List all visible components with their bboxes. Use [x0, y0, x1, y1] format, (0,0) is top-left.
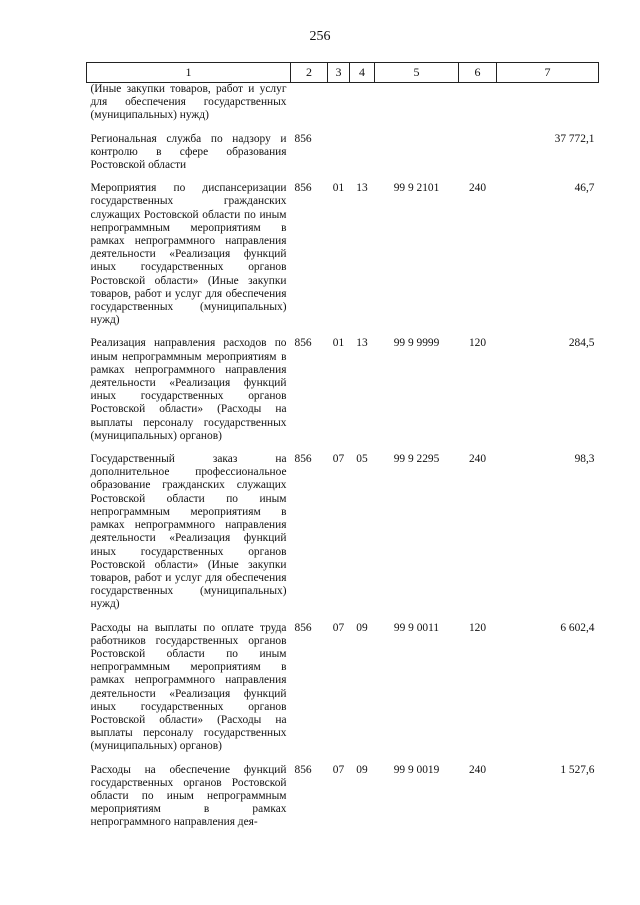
row-target-code: 99 9 9999: [393, 337, 440, 350]
row-expense-type: 120: [468, 621, 487, 634]
row-amount: 37 772,1: [554, 132, 595, 145]
row-amount: 98,3: [574, 453, 595, 466]
row-ministry-code: 856: [294, 182, 312, 195]
row-description: Региональная служба по надзору и контролю в сфере образования Ростовской области: [90, 132, 287, 172]
row-ministry-code: 856: [294, 132, 312, 145]
row-expense-type: 240: [468, 182, 487, 195]
row-subsection-code: 05: [356, 453, 368, 466]
row-target-code: 99 9 0019: [393, 763, 440, 776]
header-col-3: 3: [328, 63, 350, 83]
table-row: [87, 337, 599, 443]
row-section-code: 01: [332, 182, 345, 195]
table-row: [87, 764, 599, 830]
row-expense-type: 240: [468, 763, 487, 776]
header-col-1: 1: [87, 63, 291, 83]
row-ministry-code: [291, 83, 328, 123]
row-target-code: 99 9 2295: [393, 453, 440, 466]
row-target-code: 99 9 0011: [393, 621, 440, 634]
row-expense-type: 240: [468, 453, 487, 466]
row-amount: 6 602,4: [560, 621, 595, 634]
row-amount: [497, 83, 599, 123]
table-row: [87, 453, 599, 611]
row-target-code: [375, 133, 459, 173]
row-amount: 284,5: [568, 337, 595, 350]
row-section-code: [328, 133, 350, 173]
row-subsection-code: 13: [356, 337, 368, 350]
row-section-code: 07: [332, 763, 345, 776]
header-col-2: 2: [291, 63, 328, 83]
row-section-code: 07: [332, 621, 345, 634]
budget-table: [86, 62, 599, 830]
row-target-code: 99 9 2101: [393, 182, 440, 195]
row-description: Расходы на обеспечение функций государственных органов Ростовской области по иным непрограммным мероприятиям в рамках непрограммного направления дея-: [90, 763, 287, 829]
page-number: 256: [309, 29, 331, 44]
row-subsection-code: 13: [356, 182, 368, 195]
row-ministry-code: 856: [294, 453, 312, 466]
row-subsection-code: [350, 133, 375, 173]
row-expense-type: 120: [468, 337, 487, 350]
table-row: [87, 83, 599, 123]
row-amount: 46,7: [574, 182, 595, 195]
header-col-7: 7: [497, 63, 599, 83]
row-subsection-code: [350, 83, 375, 123]
header-col-5: 5: [375, 63, 459, 83]
row-description: Государственный заказ на дополнительное профессиональное образование гражданских служащих Ростовской области по иным непрограммным мероприятиям в рамках непрограммного направления деятельности «Реализация функций иных государственных органов Ростовской области» (Иные закупки товаров, работ и услуг для обеспечения государственных (муниципальных) нужд): [90, 453, 287, 611]
row-ministry-code: 856: [294, 763, 312, 776]
row-subsection-code: 09: [356, 763, 368, 776]
header-row: [87, 63, 599, 83]
table-row: [87, 622, 599, 754]
row-section-code: 07: [332, 453, 345, 466]
row-description: Мероприятия по диспансеризации государственных гражданских служащих Ростовской области по иным непрограммным мероприятиям в рамках непрограммного направления деятельности «Реализация функций иных государственных органов Ростовской области» (Иные закупки товаров, работ и услуг для обеспечения государственных (муниципальных) нужд): [90, 182, 287, 327]
row-amount: 1 527,6: [560, 763, 595, 776]
row-section-code: 01: [332, 337, 345, 350]
header-col-4: 4: [350, 63, 375, 83]
row-description: Реализация направления расходов по иным непрограммным мероприятиям в рамках непрограммного направления деятельности «Реализация функций иных государственных органов Ростовской области» (Расходы на выплаты персоналу государственных (муниципальных) органов): [90, 337, 287, 442]
row-section-code: [328, 83, 350, 123]
row-expense-type: [459, 133, 497, 173]
row-ministry-code: 856: [294, 621, 312, 634]
row-description: Расходы на выплаты по оплате труда работников государственных органов Ростовской области по иным непрограммным мероприятиям в рамках непрограммного направления деятельности «Реализация функций иных государственных органов Ростовской области» (Расходы на выплаты персоналу государственных (муниципальных) органов): [90, 621, 287, 753]
row-subsection-code: 09: [356, 621, 368, 634]
row-expense-type: [459, 83, 497, 123]
header-col-6: 6: [459, 63, 497, 83]
row-target-code: [375, 83, 459, 123]
table-row: [87, 182, 599, 327]
row-ministry-code: 856: [294, 337, 312, 350]
table-row: [87, 133, 599, 173]
row-description: (Иные закупки товаров, работ и услуг для обеспечения государственных (муниципальных) нужд): [90, 83, 287, 122]
